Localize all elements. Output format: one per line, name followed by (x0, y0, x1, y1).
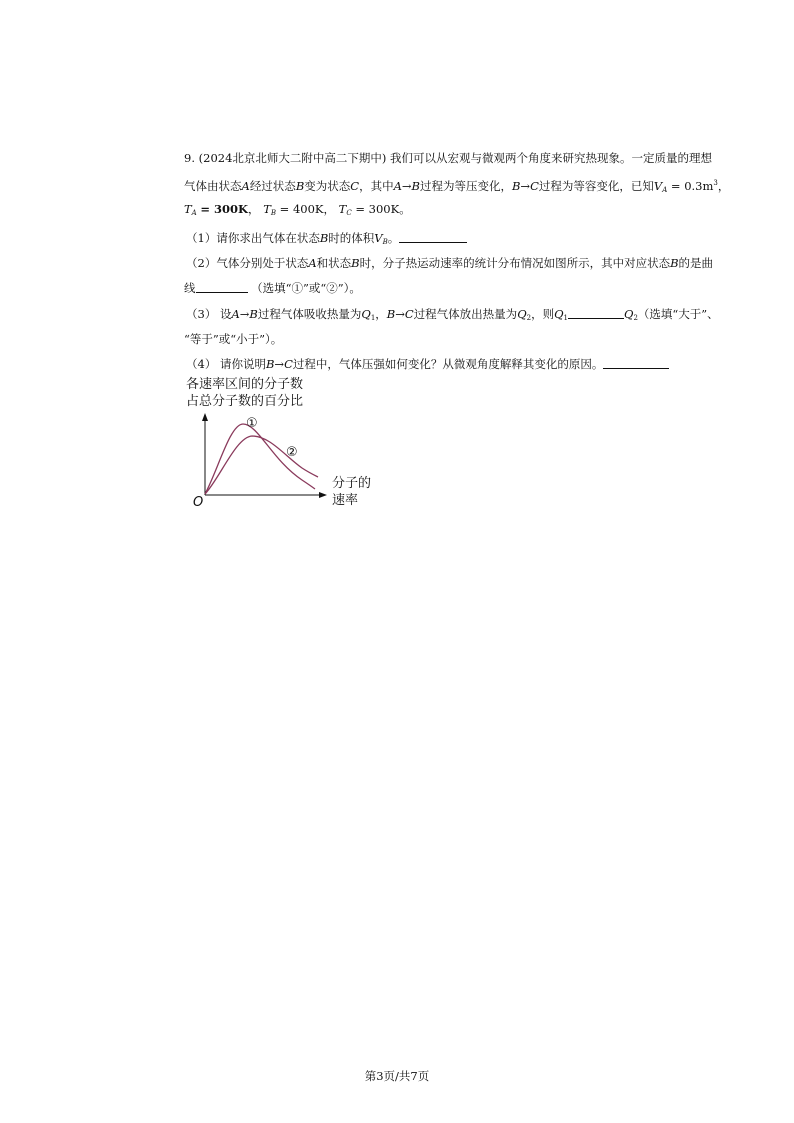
part3-text: 过程气体放出热量为 (413, 307, 518, 321)
part3-text: （选填“大于”、 (637, 307, 719, 321)
page-footer: 第3页/共7页 (364, 1069, 430, 1083)
symbol-Q: Q (554, 307, 564, 321)
x-axis-arrow (319, 492, 327, 498)
process-BC: B→C (265, 357, 293, 371)
symbol-T: T (184, 202, 192, 216)
curve-1 (205, 424, 315, 494)
question-number: 9. (184, 151, 195, 165)
y-axis-label-line-1: 各速率区间的分子数 (186, 377, 304, 392)
process-BC: B→C (511, 179, 539, 193)
process-AB: A→B (393, 179, 420, 193)
var-A: A (308, 256, 317, 270)
part2-text: 和状态 (316, 256, 352, 270)
var-B: B (670, 256, 679, 270)
subscript: 1 (563, 314, 568, 322)
subscript: 2 (526, 314, 532, 322)
question-stem: 我们可以从宏观与微观两个角度来研究热现象。一定质量的理想 (390, 151, 713, 165)
stem-text: ， (323, 202, 336, 216)
stem-text: ， (717, 179, 730, 193)
stem-text: 气体由状态 (184, 179, 242, 193)
curve-2-label: ② (286, 445, 298, 460)
part4-text: （4） 请你说明 (186, 357, 266, 371)
stem-text: 变为状态 (304, 179, 351, 193)
x-axis-label-line-1: 分子的 (332, 476, 372, 491)
symbol-Q: Q (361, 307, 371, 321)
symbol-Q: Q (517, 307, 527, 321)
part3-text: ， (375, 307, 387, 321)
part2-text: 的是曲 (678, 256, 714, 270)
var-C: C (350, 179, 360, 193)
subscript: A (662, 186, 668, 194)
part4-text: 过程中，气体压强如何变化？从微观角度解释其变化的原因。 (292, 357, 604, 371)
subscript: A (191, 209, 197, 217)
curve-2 (205, 436, 318, 494)
VA-value: = 0.3m (670, 179, 714, 193)
part2-text: 线 (184, 281, 196, 295)
subscript: B (270, 209, 277, 217)
symbol-T: T (263, 202, 271, 216)
part2-text: （选填“①”或“②”）。 (251, 281, 361, 295)
part1-text: （1）请你求出气体在状态 (186, 231, 320, 245)
stem-text: ，其中 (359, 179, 394, 193)
symbol-V: V (653, 179, 663, 193)
part1-text: 时的体积 (328, 231, 375, 245)
stem-text: ， (248, 202, 260, 216)
curve-1-label: ① (246, 416, 258, 431)
stem-text: 过程为等容变化，已知 (538, 179, 654, 193)
part3-text: “等于”或“小于”）。 (184, 332, 283, 346)
part2-text: （2）气体分别处于状态 (186, 256, 309, 270)
var-B: B (295, 179, 305, 193)
part2-text: 时，分子热运动速率的统计分布情况如图所示，其中对应状态 (359, 256, 671, 270)
y-axis-label-line-2: 占总分子数的百分比 (186, 394, 304, 409)
var-B: B (319, 231, 329, 245)
origin-label: O (193, 495, 204, 510)
part3-text: （3） 设 (186, 307, 232, 321)
TC-value: = 300K (355, 202, 400, 216)
question-source: (2024北京北师大二附中高二下期中) (198, 151, 387, 165)
subscript: 1 (370, 314, 376, 322)
symbol-Q: Q (624, 307, 634, 321)
y-axis-arrow (202, 413, 208, 421)
subscript: 2 (633, 314, 638, 322)
process-AB: A→B (231, 307, 258, 321)
part1-text: 。 (387, 231, 400, 245)
var-B: B (351, 256, 360, 270)
exponent: 3 (713, 179, 718, 187)
symbol-V: V (374, 231, 383, 245)
stem-text: 经过状态 (249, 179, 296, 193)
TB-value: = 400K (279, 202, 324, 216)
subscript: B (382, 238, 388, 246)
x-axis-label-line-2: 速率 (332, 493, 359, 508)
process-BC: B→C (386, 307, 414, 321)
part3-text: 过程气体吸收热量为 (257, 307, 362, 321)
stem-text: 过程为等压变化， (419, 179, 512, 193)
symbol-T: T (338, 202, 347, 216)
TA-value: = 300K (200, 202, 249, 216)
var-A: A (241, 179, 250, 193)
part3-text: ，则 (531, 307, 555, 321)
stem-text: 。 (399, 202, 411, 216)
subscript: C (346, 209, 352, 217)
